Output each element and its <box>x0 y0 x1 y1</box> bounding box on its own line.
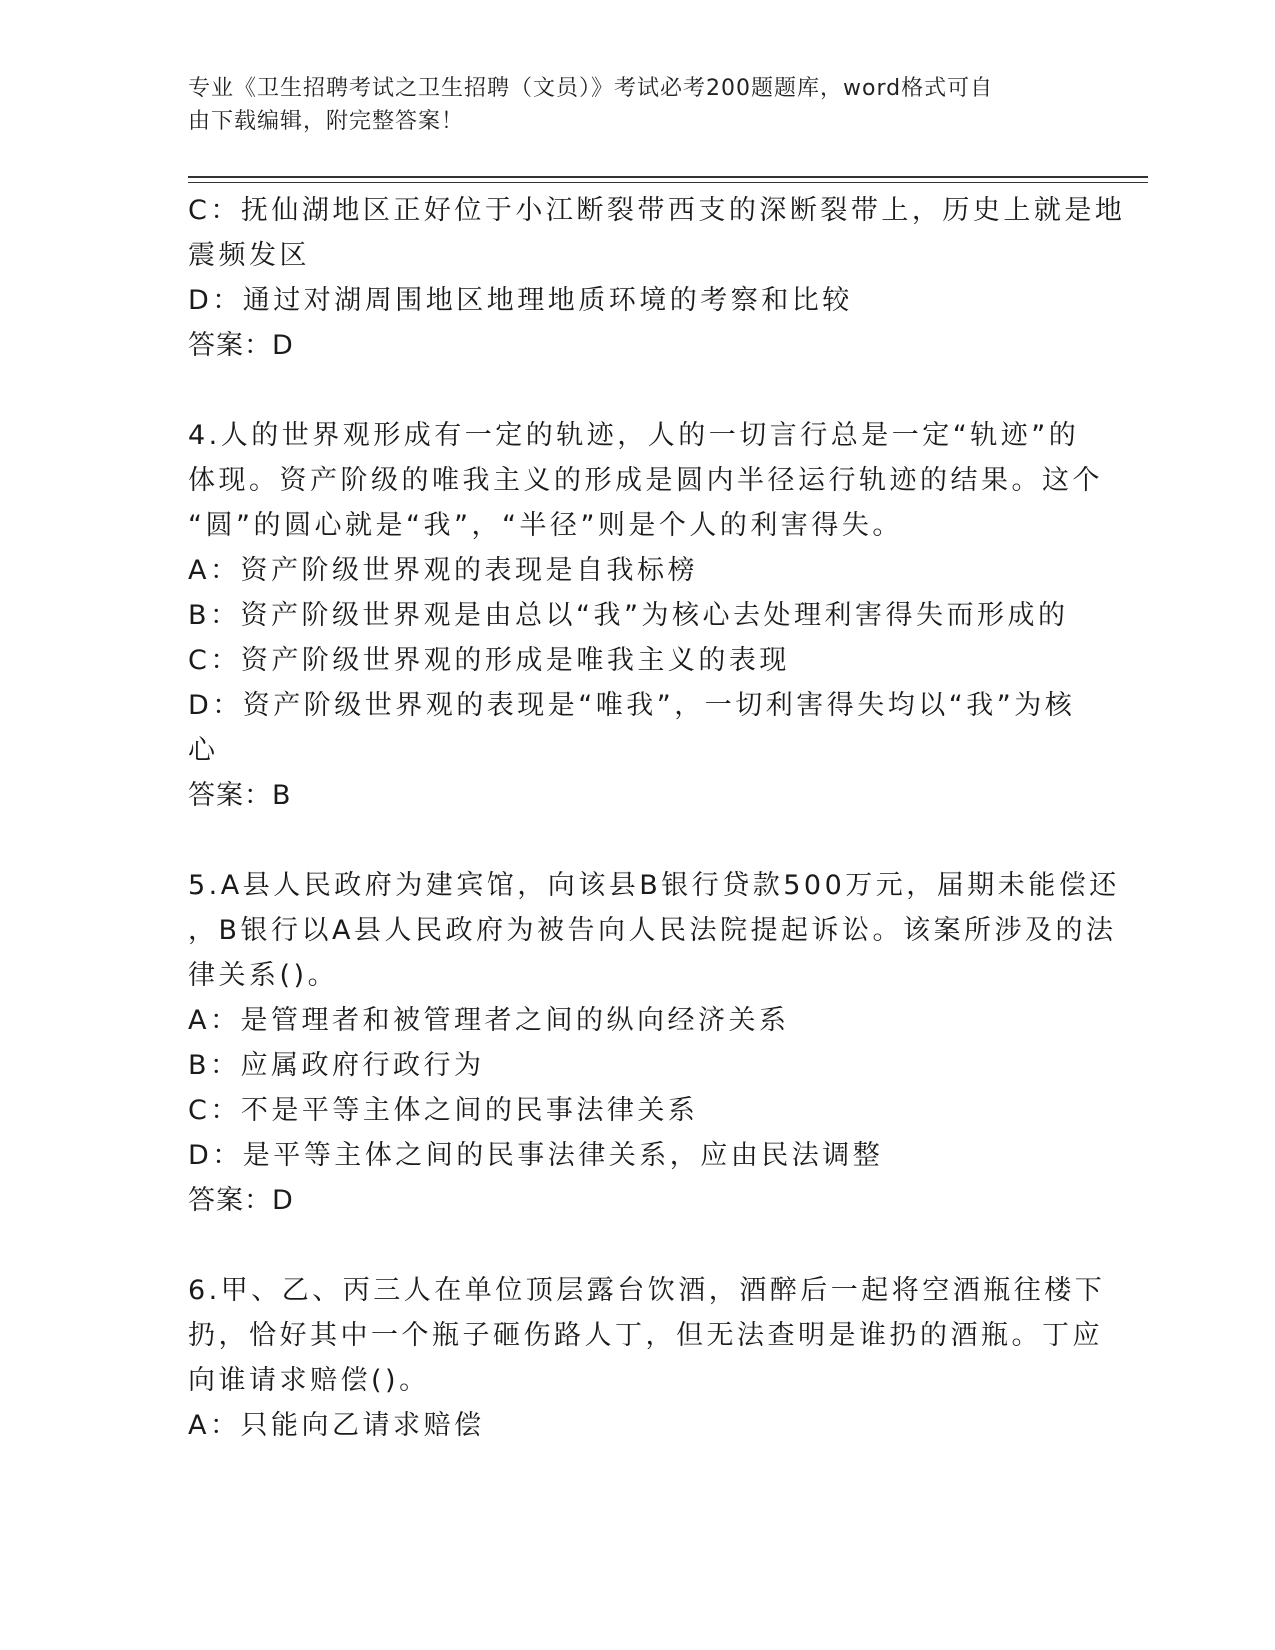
q6-option-a: A：只能向乙请求赔偿 <box>188 1410 485 1441</box>
page-header <box>188 72 1068 138</box>
q3-option-c-line-2: 震频发区 <box>188 240 310 271</box>
header-title-line-1: 专业《卫生招聘考试之卫生招聘（文员）》考试必考200题题库，word格式可自 <box>188 76 994 101</box>
q5-option-c: C：不是平等主体之间的民事法律关系 <box>188 1095 699 1126</box>
q4-option-d-line-1: D：资产阶级世界观的表现是“唯我”，一切利害得失均以“我”为核 <box>188 690 1076 721</box>
question-4 <box>188 413 1103 818</box>
q5-answer: 答案：D <box>188 1185 294 1216</box>
spacer <box>188 1223 1088 1268</box>
header-title-line-2: 由下载编辑，附完整答案！ <box>188 109 465 134</box>
q5-stem-line-2: ，B银行以A县人民政府为被告向人民法院提起诉讼。该案所涉及的法 <box>188 915 1117 946</box>
q4-option-b: B：资产阶级世界观是由总以“我”为核心去处理利害得失而形成的 <box>188 600 1069 631</box>
q6-stem-line-2: 扔，恰好其中一个瓶子砸伤路人丁，但无法查明是谁扔的酒瓶。丁应 <box>188 1320 1103 1351</box>
q5-option-d: D：是平等主体之间的民事法律关系，应由民法调整 <box>188 1140 884 1171</box>
q4-option-d-line-2: 心 <box>188 735 219 766</box>
q4-stem-line-1: 4.人的世界观形成有一定的轨迹，人的一切言行总是一定“轨迹”的 <box>188 420 1080 451</box>
q5-option-a: A：是管理者和被管理者之间的纵向经济关系 <box>188 1005 790 1036</box>
q3-answer: 答案：D <box>188 330 294 361</box>
header-divider-thin <box>188 182 1148 183</box>
header-divider-thick <box>188 176 1148 178</box>
q3-option-c-line-1: C：抚仙湖地区正好位于小江断裂带西支的深断裂带上，历史上就是地 <box>188 195 1126 226</box>
spacer <box>188 368 1088 413</box>
q3-option-d: D：通过对湖周围地区地理地质环境的考察和比较 <box>188 285 853 316</box>
q4-answer: 答案：B <box>188 780 292 811</box>
question-5 <box>188 863 1120 1223</box>
question-3 <box>188 188 1126 368</box>
q5-stem-line-3: 律关系()。 <box>188 960 339 991</box>
q4-stem-line-3: “圆”的圆心就是“我”，“半径”则是个人的利害得失。 <box>188 510 903 541</box>
q4-option-a: A：资产阶级世界观的表现是自我标榜 <box>188 555 698 586</box>
question-content <box>188 188 1126 1448</box>
q6-stem-line-1: 6.甲、乙、丙三人在单位顶层露台饮酒，酒醉后一起将空酒瓶往楼下 <box>188 1275 1106 1306</box>
q5-option-b: B：应属政府行政行为 <box>188 1050 485 1081</box>
q4-option-c: C：资产阶级世界观的形成是唯我主义的表现 <box>188 645 790 676</box>
q5-stem-line-1: 5.A县人民政府为建宾馆，向该县B银行贷款500万元，届期未能偿还 <box>188 870 1120 901</box>
question-6 <box>188 1268 1106 1448</box>
spacer <box>188 818 1088 863</box>
q6-stem-line-3: 向谁请求赔偿()。 <box>188 1365 430 1396</box>
q4-stem-line-2: 体现。资产阶级的唯我主义的形成是圆内半径运行轨迹的结果。这个 <box>188 465 1103 496</box>
